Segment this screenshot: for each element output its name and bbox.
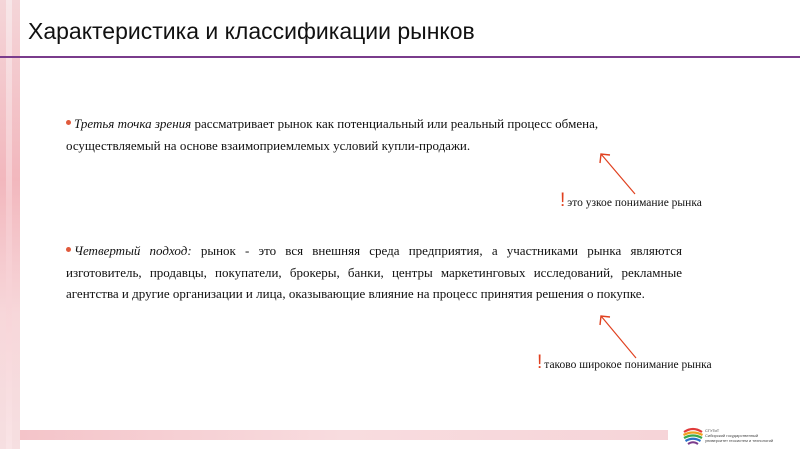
- note-narrow-meaning: [560, 190, 702, 212]
- logo-line-3: университет геосистем и технологий: [705, 438, 774, 443]
- note-narrow-text: это узкое понимание рынка: [567, 197, 702, 209]
- paragraph-third-view: [66, 113, 682, 156]
- note-broad-meaning: [537, 352, 712, 374]
- exclamation-icon: !: [537, 352, 543, 373]
- note-broad-text: таково широкое понимание рынка: [544, 359, 712, 371]
- bullet-dot-icon: [66, 120, 71, 125]
- fourth-approach-text: рынок - это вся внешняя среда предприятия, а участниками рынка являются изготовитель, продавцы, покупатели, брокеры, банки, центры маркетинговых исследований, рекламные агентства и другие организации и лица, оказывающие влияние на процесс принятия решения о покупке.: [66, 243, 682, 301]
- fourth-approach-lead: Четвертый подход:: [74, 243, 192, 258]
- logo-line-1: СГУГиТ: [705, 428, 720, 433]
- third-view-text: рассматривает рынок как потенциальный или реальный процесс обмена, осуществляемый на основе взаимоприемлемых условий купли-продажи.: [66, 116, 599, 153]
- university-logo-text: [705, 428, 797, 443]
- left-decor-band-inner: [6, 0, 12, 449]
- bottom-decor-band: [20, 430, 668, 440]
- logo-line-2: Сибирский государственный: [705, 433, 759, 438]
- slide-title: Характеристика и классификации рынков: [28, 18, 475, 44]
- left-decor-band: [0, 0, 20, 449]
- exclamation-icon: !: [560, 190, 566, 211]
- university-logo-icon: [682, 424, 704, 446]
- bullet-dot-icon: [66, 247, 71, 252]
- title-underline: [0, 56, 800, 58]
- third-view-lead: Третья точка зрения: [74, 116, 192, 131]
- paragraph-fourth-approach: [66, 240, 682, 305]
